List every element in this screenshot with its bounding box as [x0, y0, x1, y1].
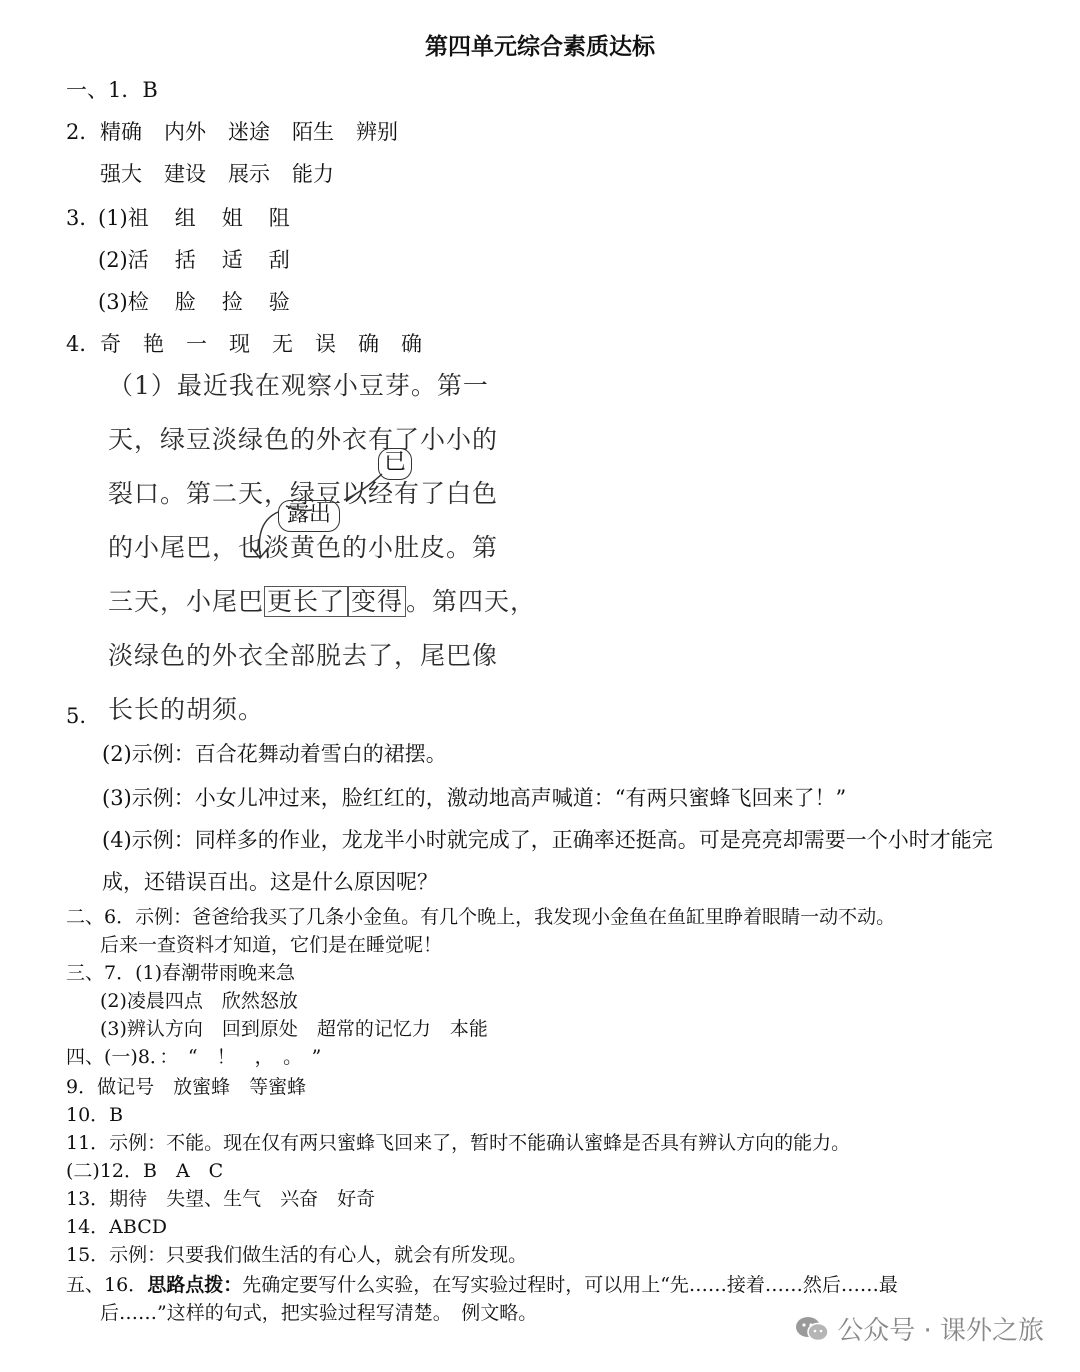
char: 刮 — [268, 248, 290, 272]
row-number: (2) — [98, 248, 128, 272]
answer-q13: 13．期待 失望、生气 兴奋 好奇 — [66, 1188, 376, 1210]
char: 组 — [174, 206, 196, 230]
word: 内外 — [164, 120, 206, 144]
correction-mark: 露出 — [278, 500, 340, 532]
answer-q4-label: 4． — [66, 332, 101, 356]
hint-text: 先确定要写什么实验，在写实验过程时，可以用上“先……接着……然后……最 — [242, 1274, 898, 1296]
answer-q12: (二)12．B A C — [66, 1160, 224, 1182]
char: 括 — [174, 248, 196, 272]
char: 奇 — [100, 332, 121, 356]
char: 艳 — [143, 332, 164, 356]
answer-q2-row2 — [100, 158, 356, 188]
wechat-icon — [795, 1315, 829, 1343]
passage-text: 。第四天， — [406, 587, 537, 616]
char: 适 — [221, 248, 243, 272]
word: 强大 — [100, 162, 142, 186]
word: 能力 — [292, 162, 334, 186]
word: 陌生 — [292, 120, 334, 144]
answer-q4-chars — [100, 328, 444, 358]
char: 活 — [127, 248, 149, 272]
question-number: 五、16． — [66, 1274, 148, 1296]
char: 确 — [401, 332, 422, 356]
word: 展示 — [228, 162, 270, 186]
watermark-text: 公众号 · 课外之旅 — [837, 1316, 1044, 1346]
page-title: 第四单元综合素质达标 — [425, 33, 655, 60]
answer-q9: 9．做记号 放蜜蜂 等蜜蜂 — [66, 1076, 307, 1098]
answer-q5-item: (2)示例：百合花舞动着雪白的裙摆。 — [102, 742, 447, 766]
char: 脸 — [174, 290, 196, 314]
answer-q11: 11．示例：不能。现在仅有两只蜜蜂飞回来了，暂时不能确认蜜蜂是否具有辨认方向的能力。 — [66, 1132, 851, 1154]
boxed-word: 变得 — [348, 586, 406, 617]
hint-label: 思路点拨： — [147, 1274, 243, 1296]
answer-q3-label: 3． — [66, 206, 101, 230]
passage-line: 天，绿豆淡绿色的外衣有了小小的 — [108, 425, 499, 454]
word: 迷途 — [228, 120, 270, 144]
char: 祖 — [127, 206, 149, 230]
answer-q2-row1 — [100, 116, 420, 146]
watermark — [795, 1310, 1044, 1347]
answer-q5-label: 5. — [66, 704, 87, 728]
answer-q15: 15．示例：只要我们做生活的有心人，就会有所发现。 — [66, 1244, 528, 1266]
answer-q2-label: 2． — [66, 120, 101, 144]
boxed-word: 更长了 — [264, 586, 348, 617]
char: 捡 — [221, 290, 243, 314]
answer-q6: 后来一查资料才知道，它们是在睡觉呢！ — [100, 934, 443, 956]
char: 一 — [186, 332, 207, 356]
word: 建设 — [164, 162, 206, 186]
correction-mark: 已 — [378, 448, 412, 480]
answer-q5-item: (4)示例：同样多的作业，龙龙半小时就完成了，正确率还挺高。可是亮亮却需要一个小时才能完 — [102, 828, 993, 852]
word: 精确 — [100, 120, 142, 144]
char: 误 — [315, 332, 336, 356]
answer-q6: 二、6．示例：爸爸给我买了几条小金鱼。有几个晚上，我发现小金鱼在鱼缸里睁着眼睛一动不动。 — [66, 906, 896, 928]
char: 无 — [272, 332, 293, 356]
answer-q5-item: 成，还错误百出。这是什么原因呢？ — [102, 870, 438, 894]
word: 辨别 — [356, 120, 398, 144]
answer-q7: (3)辨认方向 回到原处 超常的记忆力 本能 — [100, 1018, 488, 1040]
answer-q3-row1 — [98, 202, 316, 232]
passage-line: 长长的胡须。 — [108, 695, 265, 724]
char: 确 — [358, 332, 379, 356]
passage-line: 淡绿色的外衣全部脱去了，尾巴像 — [108, 641, 499, 670]
answer-q14: 14．ABCD — [66, 1216, 167, 1238]
answer-q7: (2)凌晨四点 欣然怒放 — [100, 990, 298, 1012]
passage-line: 裂口。第二天，绿豆以经有了白色 — [108, 479, 499, 508]
row-number: (1) — [98, 206, 128, 230]
passage-line — [108, 582, 536, 618]
char: 阻 — [268, 206, 290, 230]
passage-text: 三天，小尾巴 — [108, 587, 265, 616]
passage-line: 的小尾巴，也淡黄色的小肚皮。第 — [108, 533, 499, 562]
char: 验 — [268, 290, 290, 314]
answer-q7: 三、7．(1)春潮带雨晚来急 — [66, 962, 296, 984]
answer-q3-row2 — [98, 244, 316, 274]
answer-q10: 10．B — [66, 1104, 124, 1126]
answer-q3-row3 — [98, 286, 316, 316]
answer-q16 — [66, 1270, 898, 1297]
answer-q1: 一、1．B — [66, 78, 158, 102]
passage-line: （1）最近我在观察小豆芽。第一 — [108, 371, 489, 400]
answer-q16-cont: 后……”这样的句式，把实验过程写清楚。 例文略。 — [100, 1302, 538, 1324]
char: 现 — [229, 332, 250, 356]
char: 姐 — [221, 206, 243, 230]
row-number: (3) — [98, 290, 128, 314]
correction-strokes-icon — [250, 460, 420, 560]
answer-q8: 四、(一)8．： “ ！ ， 。 ” — [66, 1046, 322, 1068]
answer-q5-item: (3)示例：小女儿冲过来，脸红红的，激动地高声喊道：“有两只蜜蜂飞回来了！” — [102, 786, 847, 810]
char: 检 — [127, 290, 149, 314]
